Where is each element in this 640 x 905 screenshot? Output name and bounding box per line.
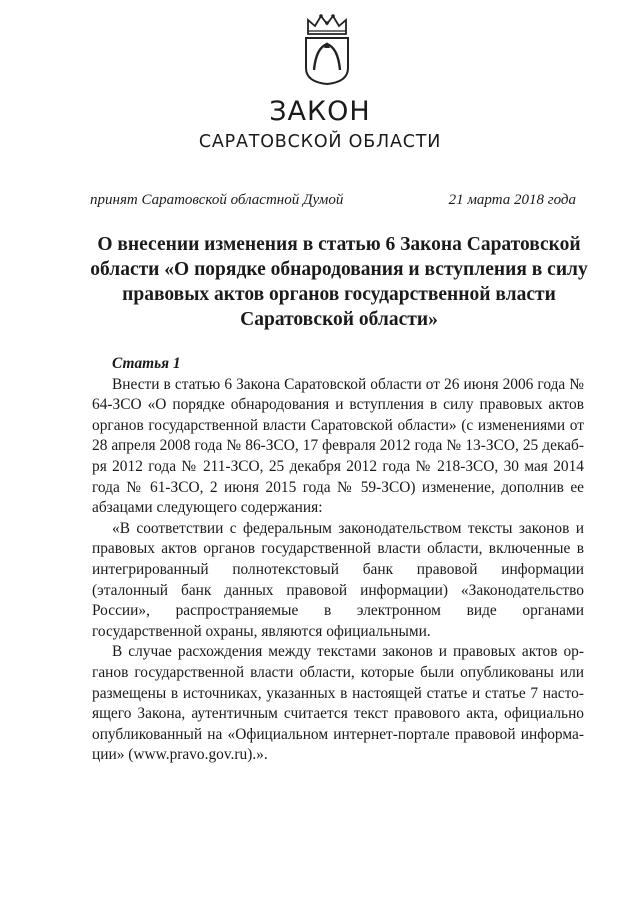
article-paragraph: «В соответствии с федеральным законодательством тексты законов и правовых актов органов государственной власти области, включенные в интегрированный полнотекстовый банк правовой информации (эталонный банк данных правовой информации) «Законодательство России», распространяемые в электронном виде органами государственной охраны, являются официальными. bbox=[92, 519, 584, 640]
document-title: О внесении изменения в статью 6 Закона Саратовской области «О порядке обнародования и вступления в силу правовых актов органов государственной власти Саратовской области» bbox=[90, 234, 588, 330]
adoption-date: 21 марта 2018 года bbox=[448, 192, 576, 208]
saratov-coat-of-arms-icon bbox=[300, 12, 354, 86]
law-heading: ЗАКОН bbox=[269, 96, 371, 127]
adopted-by-text: принят Саратовской областной Думой bbox=[90, 192, 344, 208]
article-paragraph: Внести в статью 6 Закона Саратовской области от 26 июня 2006 года № 64-ЗСО «О порядке обнародования и вступления в силу правовых актов органов государственной власти Саратовской области» (с изменениями от 28 апреля 2008 года № 86-ЗСО, 17 февраля 2012 года № 13-ЗСО, 25 декабря 2012 года № 211-ЗСО, 25 декабря 2012 года № 218-ЗСО, 30 мая 2014 года № 61-ЗСО, 2 июня 2015 года № 59-ЗСО) изменение, дополнив ее абзацами следующего содержания: bbox=[92, 375, 584, 517]
region-heading: САРАТОВСКОЙ ОБЛАСТИ bbox=[198, 132, 442, 152]
article-paragraph: В случае расхождения между текстами законов и правовых актов органов государственной власти области, которые были опубликованы или размещены в источниках, указанных в настоящей статье и статье 7 настоящего Закона, аутентичным считается текст правового акта, официально опубликованный на «Официальном интернет-портале правовой информации» (www.pravo.gov.ru).». bbox=[92, 643, 584, 764]
article-body bbox=[92, 354, 584, 766]
article-heading: Статья 1 bbox=[112, 355, 181, 372]
